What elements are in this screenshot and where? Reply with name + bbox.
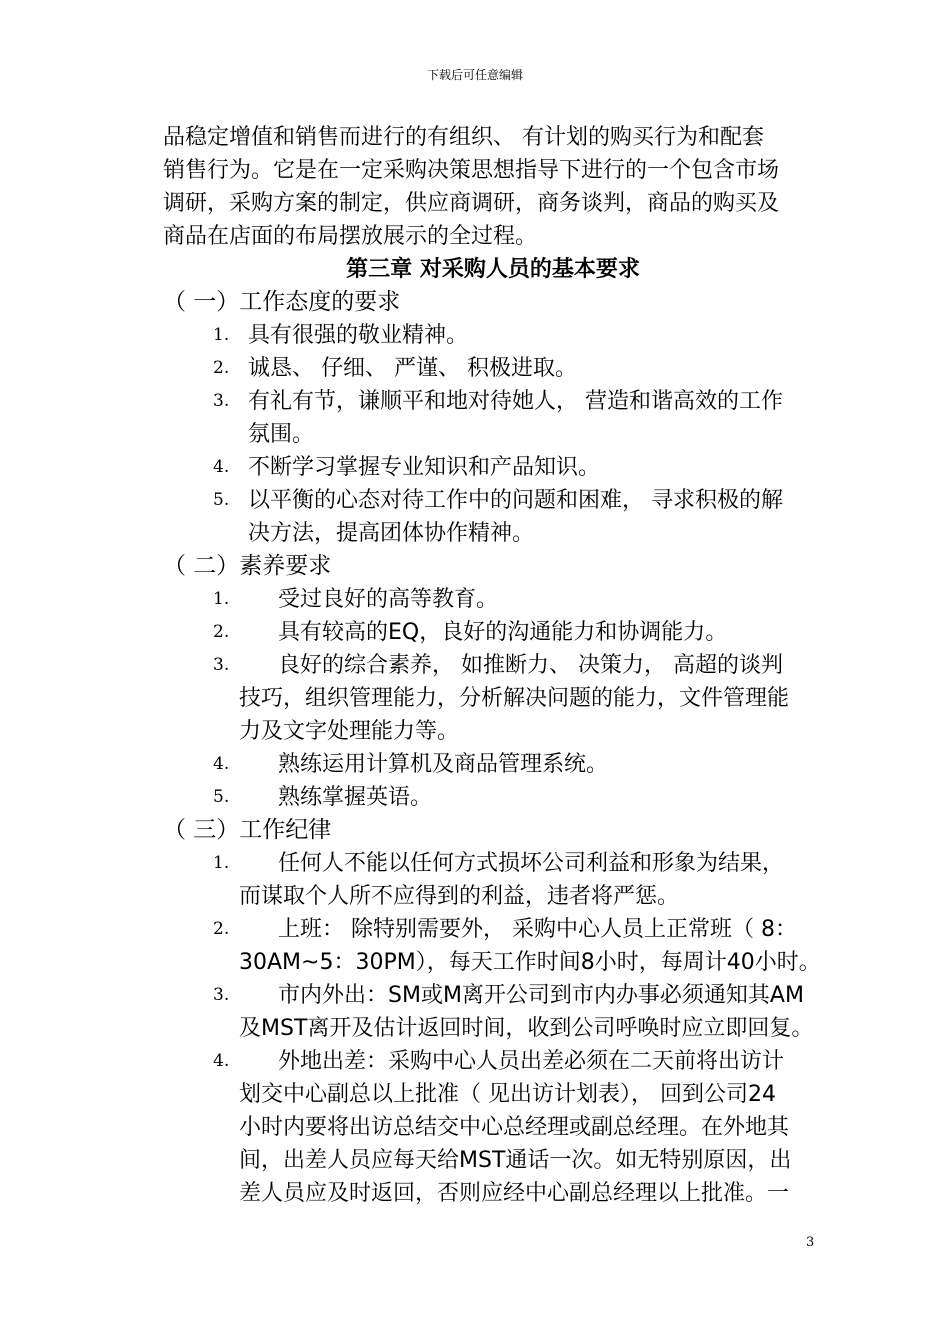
list-item-line: 力及文字处理能力等。 — [239, 719, 460, 744]
list-item-text — [163, 616, 823, 649]
list-item-number: 1. — [213, 589, 230, 609]
list-item-text — [163, 352, 823, 385]
list-item-number: 2. — [213, 622, 230, 642]
list-item-number: 2. — [213, 919, 230, 939]
header-note: 下载后可任意编辑 — [426, 68, 523, 82]
list-item — [163, 451, 823, 484]
numbered-list — [163, 847, 823, 1210]
list-item — [163, 1045, 823, 1210]
list-item-number: 5. — [213, 490, 230, 510]
list-item-line: 不断学习掌握专业知识和产品知识。 — [248, 455, 601, 480]
list-item-text — [163, 781, 823, 814]
list-item-line: 诚恳、 仔细、 严谨、 积极进取。 — [248, 356, 577, 381]
list-item-text — [163, 979, 823, 1045]
list-item-number: 2. — [213, 358, 230, 378]
list-item-line: 良好的综合素养， 如推断力、 决策力， 高超的谈判 — [278, 653, 783, 678]
section-heading: （ 二）素养要求 — [163, 553, 332, 579]
page-number: 3 — [806, 1235, 815, 1250]
list-item-line: 市内外出：SM或M离开公司到市内办事必须通知其AM — [278, 983, 804, 1008]
list-item — [163, 979, 823, 1045]
sections-container — [163, 286, 823, 1210]
list-item — [163, 781, 823, 814]
chapter-title: 第三章 对采购人员的基本要求 — [346, 257, 640, 282]
section-heading: （ 三）工作纪律 — [163, 817, 332, 843]
numbered-list — [163, 319, 823, 550]
list-item-line: 以平衡的心态对待工作中的问题和困难， 寻求积极的解 — [248, 488, 783, 513]
list-item-line: 熟练运用计算机及商品管理系统。 — [278, 752, 609, 777]
list-item — [163, 748, 823, 781]
list-item-line: 外地出差：采购中心人员出差必须在二天前将出访计 — [278, 1049, 785, 1074]
list-item — [163, 616, 823, 649]
list-item-number: 3. — [213, 391, 230, 411]
list-item — [163, 385, 823, 451]
list-item-line: 氛围。 — [248, 422, 315, 447]
intro-line: 商品在店面的布局摆放展示的全过程。 — [163, 224, 538, 249]
list-item-line: 熟练掌握英语。 — [278, 785, 433, 810]
list-item-text — [163, 451, 823, 484]
intro-line: 品稳定增值和销售而进行的有组织、 有计划的购买行为和配套 — [163, 125, 764, 150]
list-item — [163, 649, 823, 748]
list-item-line: 差人员应及时返回，否则应经中心副总经理以上批准。一 — [239, 1181, 790, 1206]
list-item-line: 技巧，组织管理能力，分析解决问题的能力，文件管理能 — [239, 686, 790, 711]
list-item-line: 具有很强的敬业精神。 — [248, 323, 469, 348]
list-item-number: 4. — [213, 1051, 230, 1071]
intro-paragraph — [163, 121, 823, 253]
intro-line: 调研，采购方案的制定，供应商调研，商务谈判，商品的购买及 — [163, 191, 780, 216]
list-item-number: 4. — [213, 457, 230, 477]
list-item-line: 间，出差人员应每天给MST通话一次。如无特别原因，出 — [239, 1148, 792, 1173]
list-item-text — [163, 1045, 823, 1210]
list-item-line: 而谋取个人所不应得到的利益，违者将严惩。 — [239, 884, 680, 909]
list-item — [163, 913, 823, 979]
list-item — [163, 352, 823, 385]
list-item-number: 1. — [213, 853, 230, 873]
list-item-text — [163, 649, 823, 748]
list-item — [163, 319, 823, 352]
list-item — [163, 484, 823, 550]
list-item-line: 受过良好的高等教育。 — [278, 587, 499, 612]
list-item-line: 上班： 除特别需要外， 采购中心人员上正常班（ 8： — [278, 917, 797, 942]
list-item-line: 小时内要将出访总结交中心总经理或副总经理。在外地其 — [239, 1115, 790, 1140]
list-item-text — [163, 748, 823, 781]
numbered-list — [163, 583, 823, 814]
list-item-number: 1. — [213, 325, 230, 345]
list-item-text — [163, 484, 823, 550]
list-item-text — [163, 583, 823, 616]
list-item-number: 3. — [213, 985, 230, 1005]
list-item-line: 任何人不能以任何方式损坏公司利益和形象为结果， — [278, 851, 785, 876]
list-item-line: 有礼有节，谦顺平和地对待她人， 营造和谐高效的工作 — [248, 389, 783, 414]
section-heading: （ 一）工作态度的要求 — [163, 289, 401, 315]
list-item-text — [163, 913, 823, 979]
list-item-line: 划交中心副总以上批准（ 见出访计划表）， 回到公司24 — [239, 1082, 776, 1107]
list-item-number: 5. — [213, 787, 230, 807]
list-item-number: 4. — [213, 754, 230, 774]
list-item-number: 3. — [213, 655, 230, 675]
list-item-line: 30AM~5：30PM），每天工作时间8小时，每周计40小时。 — [239, 950, 821, 975]
list-item-line: 决方法，提高团体协作精神。 — [248, 521, 535, 546]
list-item-text — [163, 847, 823, 913]
list-item — [163, 847, 823, 913]
list-item-text — [163, 319, 823, 352]
list-item-line: 及MST离开及估计返回时间，收到公司呼唤时应立即回复。 — [239, 1016, 814, 1041]
list-item — [163, 583, 823, 616]
intro-line: 销售行为。它是在一定采购决策思想指导下进行的一个包含市场 — [163, 158, 780, 183]
document-body — [163, 121, 823, 1210]
list-item-line: 具有较高的EQ，良好的沟通能力和协调能力。 — [278, 620, 728, 645]
list-item-text — [163, 385, 823, 451]
